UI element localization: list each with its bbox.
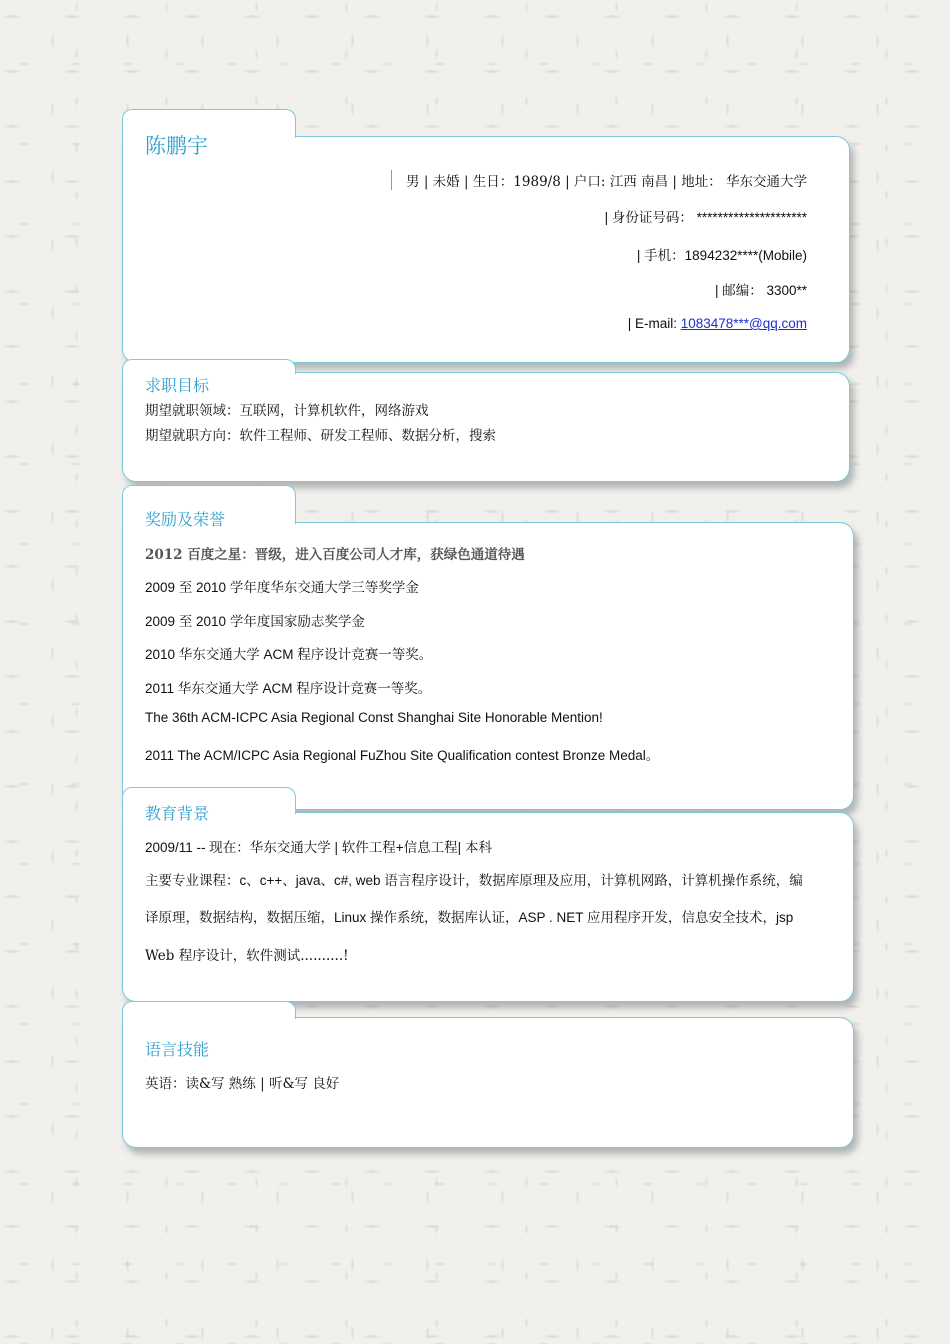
award-item: 2009 至 2010 学年度国家励志奖学金 [145,614,365,629]
language-card [122,1017,854,1148]
award-item: 2010 华东交通大学 ACM 程序设计竞赛一等奖。 [145,647,433,662]
awards-title: 奖励及荣誉 [145,510,226,529]
email-link[interactable]: 1083478***@qq.com [680,316,807,331]
header-card [122,136,850,363]
award-item: 2012 百度之星：晋级，进入百度公司人才库，获绿色通道待遇 [145,547,525,563]
education-item: 主要专业课程：c、c++、java、c#, web 语言程序设计，数据库原理及应用，计算机网路，计算机操作系统，编 [145,873,803,888]
education-card [122,804,854,1002]
education-item: 译原理，数据结构，数据压缩，Linux 操作系统，数据库认证，ASP . NET 应用程序开发，信息安全技术，jsp [145,910,794,925]
language-card-tab [122,1001,296,1019]
education-title: 教育背景 [145,804,210,823]
id-number-line: | 身份证号码： ********************* [604,210,807,225]
objective-title: 求职目标 [145,376,210,395]
award-item: 2011 华东交通大学 ACM 程序设计竞赛一等奖。 [145,681,432,696]
phone-line: | 手机：1894232****(Mobile) [636,248,807,263]
education-item: Web 程序设计，软件测试..........! [145,948,349,964]
objective-line: 期望就职领域：互联网，计算机软件，网络游戏 [145,403,429,419]
language-item: 英语：读&写 熟练 | 听&写 良好 [145,1076,340,1092]
objective-line: 期望就职方向：软件工程师、研发工程师、数据分析，搜索 [145,428,496,444]
language-title: 语言技能 [145,1040,210,1059]
award-item: The 36th ACM-ICPC Asia Regional Const Shanghai Site Honorable Mention! [145,710,603,725]
objective-card-tab [122,359,296,374]
email-prefix: | E-mail: [627,316,681,331]
candidate-name: 陈鹏宇 [145,134,208,158]
email-line [628,316,807,331]
postcode-line: | 邮编： 3300** [714,283,807,298]
award-item: 2011 The ACM/ICPC Asia Regional FuZhou Site Qualification contest Bronze Medal。 [145,748,660,763]
award-item: 2009 至 2010 学年度华东交通大学三等奖学金 [145,580,419,595]
personal-info-line: 男 | 未婚 | 生日：1989/8 | 户口: 江西 南昌 | 地址： 华东交通大学 [391,170,807,190]
education-item: 2009/11 -- 现在：华东交通大学 | 软件工程+信息工程| 本科 [145,840,492,855]
objective-card [122,372,850,482]
awards-card [122,510,854,810]
